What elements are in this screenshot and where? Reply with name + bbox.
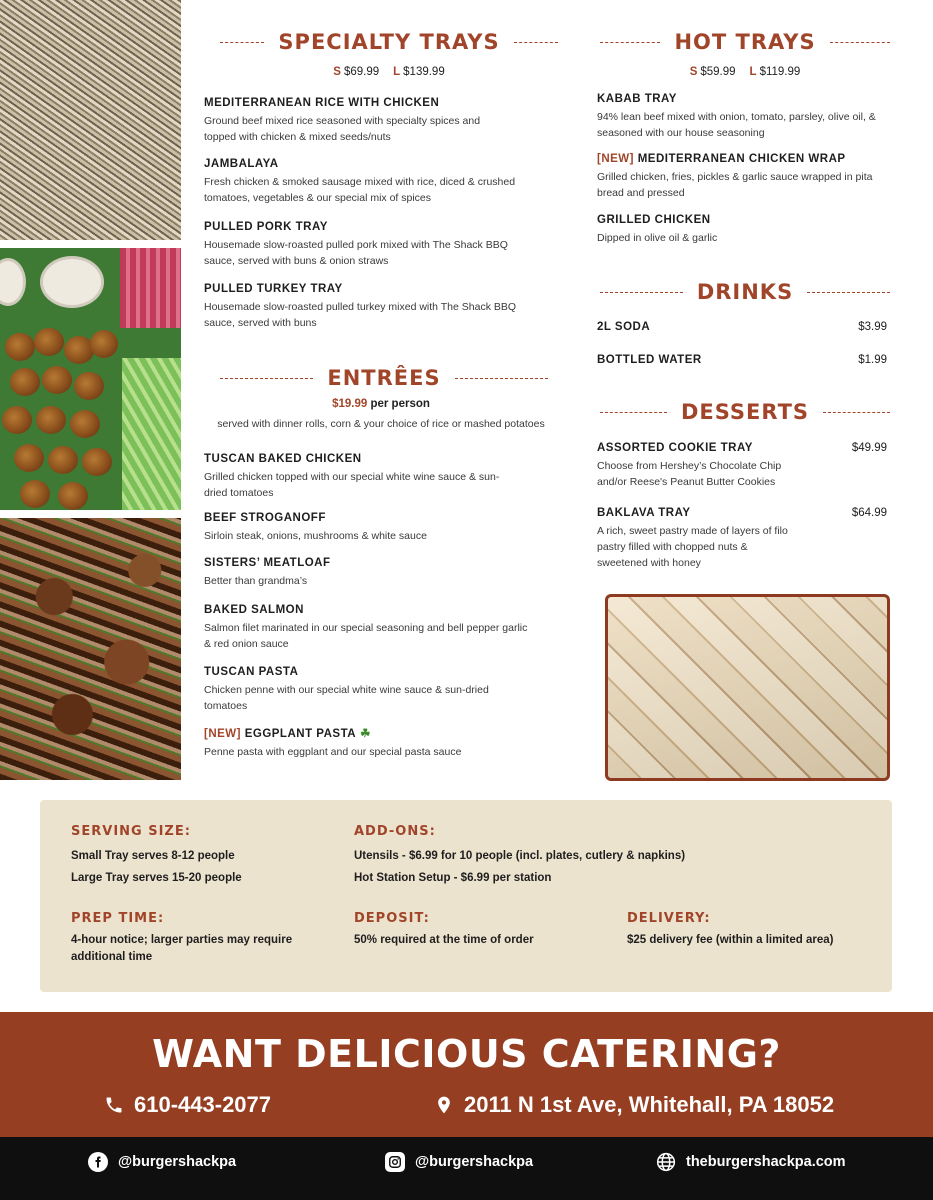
menu-item: SISTERS’ MEATLOAF Better than grandma’s bbox=[204, 557, 331, 587]
deposit-block: DEPOSIT: 50% required at the time of order bbox=[354, 911, 534, 946]
menu-item: MEDITERRANEAN RICE WITH CHICKEN Ground beef mixed rice seasoned with specialty spices and topped with chicken & mixed seeds/nuts bbox=[204, 97, 481, 143]
menu-item: TUSCAN PASTA Chicken penne with our special white wine sauce & sun-dried tomatoes bbox=[204, 666, 489, 712]
catering-info-panel bbox=[40, 800, 892, 992]
menu-item: BAKLAVA TRAY $64.99 A rich, sweet pastry made of layers of filo pastry filled with chopped nuts & sweetened with honey bbox=[597, 507, 887, 569]
menu-item: JAMBALAYA Fresh chicken & smoked sausage mixed with rice, diced & crushed tomatoes, vegetables & our special mix of spices bbox=[204, 158, 516, 204]
add-ons-block: ADD-ONS: Utensils - $6.99 for 10 people (incl. plates, cutlery & napkins) Hot Station Setup - $6.99 per station bbox=[354, 824, 686, 884]
menu-item: PULLED PORK TRAY Housemade slow-roasted pulled pork mixed with The Shack BBQ sauce, served with buns & onion straws bbox=[204, 221, 508, 267]
address-contact[interactable]: 2011 N 1st Ave, Whitehall, PA 18052 bbox=[434, 1092, 834, 1118]
phone-contact[interactable]: 610-443-2077 bbox=[104, 1092, 271, 1118]
menu-item: BEEF STROGANOFF Sirloin steak, onions, mushrooms & white sauce bbox=[204, 512, 427, 542]
menu-item: PULLED TURKEY TRAY Housemade slow-roasted pulled turkey mixed with The Shack BBQ sauce, served with buns bbox=[204, 283, 517, 329]
menu-item: [NEW] MEDITERRANEAN CHICKEN WRAP Grilled chicken, fries, pickles & garlic sauce wrapped in pita bread and pressed bbox=[597, 153, 873, 199]
phone-icon bbox=[104, 1095, 124, 1115]
menu-item: KABAB TRAY 94% lean beef mixed with onion, tomato, parsley, olive oil, & seasoned with our house seasoning bbox=[597, 93, 876, 139]
prep-time-block: PREP TIME: 4-hour notice; larger parties may require additional time bbox=[71, 911, 293, 963]
menu-item: [NEW] EGGPLANT PASTA ☘ Penne pasta with eggplant and our special pasta sauce bbox=[204, 728, 462, 758]
rice-tray-photo bbox=[0, 0, 181, 240]
menu-item: GRILLED CHICKEN Dipped in olive oil & garlic bbox=[597, 214, 718, 244]
falafel-tray-photo bbox=[0, 248, 181, 510]
grilled-chicken-photo bbox=[0, 518, 181, 780]
catering-cta-banner bbox=[0, 1012, 933, 1137]
drinks-heading: DRINKS bbox=[600, 280, 890, 304]
cta-headline: WANT DELICIOUS CATERING? bbox=[152, 1032, 781, 1076]
website-link[interactable]: theburgershackpa.com bbox=[656, 1152, 846, 1172]
entrees-note: served with dinner rolls, corn & your choice of rice or mashed potatoes bbox=[217, 418, 545, 430]
menu-item: ASSORTED COOKIE TRAY $49.99 Choose from Hershey’s Chocolate Chip and/or Reese's Peanut Butter Cookies bbox=[597, 442, 887, 488]
hot-prices: S $59.99 L $119.99 bbox=[689, 66, 801, 78]
desserts-heading: DESSERTS bbox=[600, 400, 890, 424]
menu-item: BOTTLED WATER $1.99 bbox=[597, 354, 887, 366]
facebook-link[interactable]: @burgershackpa bbox=[88, 1152, 236, 1172]
instagram-icon bbox=[385, 1152, 405, 1172]
entrees-price: $19.99 per person bbox=[332, 398, 430, 410]
new-tag: [NEW] bbox=[597, 153, 634, 165]
serving-size-block: SERVING SIZE: Small Tray serves 8-12 people Large Tray serves 15-20 people bbox=[71, 824, 242, 884]
facebook-icon bbox=[88, 1152, 108, 1172]
social-footer bbox=[0, 1137, 933, 1200]
instagram-link[interactable]: @burgershackpa bbox=[385, 1152, 533, 1172]
baklava-photo bbox=[605, 594, 890, 781]
menu-item: BAKED SALMON Salmon filet marinated in our special seasoning and bell pepper garlic & red onion sauce bbox=[204, 604, 528, 650]
new-tag: [NEW] bbox=[204, 728, 241, 740]
menu-item: 2L SODA $3.99 bbox=[597, 321, 887, 333]
hot-trays-heading: HOT TRAYS bbox=[600, 30, 890, 54]
specialty-prices: S $69.99 L $139.99 bbox=[333, 66, 445, 78]
menu-item: TUSCAN BAKED CHICKEN Grilled chicken topped with our special white wine sauce & sun-dried tomatoes bbox=[204, 453, 500, 499]
specialty-trays-heading: SPECIALTY TRAYS bbox=[220, 30, 558, 54]
delivery-block: DELIVERY: $25 delivery fee (within a limited area) bbox=[627, 911, 834, 946]
location-pin-icon bbox=[434, 1094, 454, 1116]
entrees-heading: ENTRÊES bbox=[220, 366, 548, 390]
vegetarian-leaf-icon: ☘ bbox=[360, 728, 371, 740]
globe-icon bbox=[656, 1152, 676, 1172]
